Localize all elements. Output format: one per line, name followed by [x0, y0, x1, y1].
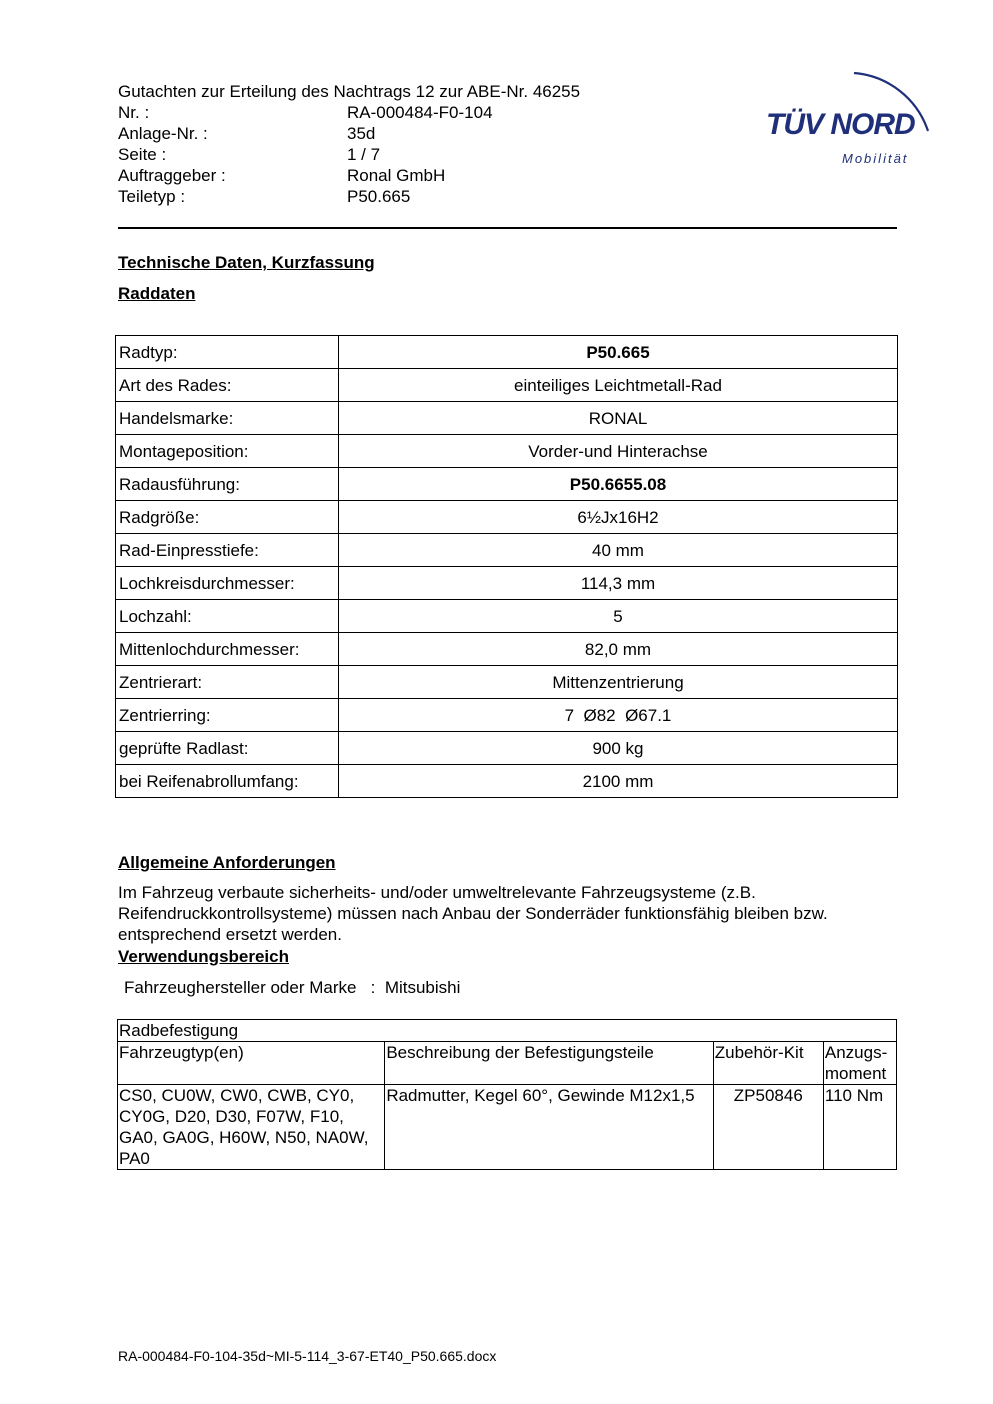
row-label: Rad-Einpresstiefe: — [116, 534, 339, 567]
header-row-seite — [118, 144, 718, 165]
table-row — [116, 534, 898, 567]
footer-filename: RA-000484-F0-104-35d~MI-5-114_3-67-ET40_P50.665.docx — [118, 1348, 497, 1364]
table-row — [116, 765, 898, 798]
header-row-auftraggeber — [118, 165, 718, 186]
header-row-anlage — [118, 123, 718, 144]
row-label: Radausführung: — [116, 468, 339, 501]
row-value: P50.6655.08 — [339, 468, 898, 501]
logo-wordmark: TÜV NORD — [766, 108, 915, 141]
table-row — [116, 369, 898, 402]
usage-title: Verwendungsbereich — [118, 947, 289, 966]
table-row — [116, 567, 898, 600]
row-label: bei Reifenabrollumfang: — [116, 765, 339, 798]
table-row — [116, 402, 898, 435]
row-value: einteiliges Leichtmetall-Rad — [339, 369, 898, 402]
row-label: Lochkreisdurchmesser: — [116, 567, 339, 600]
column-header: Fahrzeugtyp(en) — [118, 1042, 385, 1085]
section-subtitle: Raddaten — [118, 284, 196, 303]
table-row — [118, 1085, 897, 1170]
row-value: 5 — [339, 600, 898, 633]
row-value: 40 mm — [339, 534, 898, 567]
column-header: Zubehör-Kit — [713, 1042, 823, 1085]
header-value: 35d — [347, 124, 376, 143]
row-label: Radtyp: — [116, 336, 339, 369]
header-label: Anlage-Nr. : — [118, 124, 208, 143]
table-row — [116, 633, 898, 666]
table-row — [116, 468, 898, 501]
header-label: Teiletyp : — [118, 187, 186, 206]
header-row-nr — [118, 102, 718, 123]
row-label: Zentrierart: — [116, 666, 339, 699]
table-row — [116, 435, 898, 468]
table-header-row — [118, 1042, 897, 1085]
table-row — [116, 699, 898, 732]
row-label: Montageposition: — [116, 435, 339, 468]
row-label: Mittenlochdurchmesser: — [116, 633, 339, 666]
row-label: Lochzahl: — [116, 600, 339, 633]
row-value: P50.665 — [339, 336, 898, 369]
header-value: Ronal GmbH — [347, 166, 446, 185]
column-header: Beschreibung der Befestigungsteile — [385, 1042, 713, 1085]
header-label: Nr. : — [118, 103, 150, 122]
logo-subtitle: Mobilität — [842, 151, 909, 166]
table-row — [116, 501, 898, 534]
document-title: Gutachten zur Erteilung des Nachtrags 12 zur ABE-Nr. 46255 — [118, 82, 581, 101]
table-row — [116, 732, 898, 765]
manufacturer-separator: : — [370, 978, 376, 997]
row-label: Zentrierring: — [116, 699, 339, 732]
row-value: Mittenzentrierung — [339, 666, 898, 699]
manufacturer-line — [124, 977, 460, 998]
header-value: 1 / 7 — [347, 145, 381, 164]
description-cell: Radmutter, Kegel 60°, Gewinde M12x1,5 — [385, 1085, 713, 1170]
row-label: Handelsmarke: — [116, 402, 339, 435]
header-value: RA-000484-F0-104 — [347, 103, 493, 122]
header-row-teiletyp — [118, 186, 718, 207]
row-value: 6½Jx16H2 — [339, 501, 898, 534]
manufacturer-value: Mitsubishi — [384, 978, 461, 997]
row-value: 900 kg — [339, 732, 898, 765]
table-row — [116, 336, 898, 369]
row-label: Art des Rades: — [116, 369, 339, 402]
row-value: 114,3 mm — [339, 567, 898, 600]
row-label: geprüfte Radlast: — [116, 732, 339, 765]
section-title: Technische Daten, Kurzfassung — [118, 253, 375, 272]
header-divider — [118, 227, 897, 229]
row-value: Vorder-und Hinterachse — [339, 435, 898, 468]
row-label: Radgröße: — [116, 501, 339, 534]
column-header: Anzugs- moment — [823, 1042, 896, 1085]
vehicle-types-cell: CS0, CU0W, CW0, CWB, CY0, CY0G, D20, D30, F07W, F10, GA0, GA0G, H60W, N50, NA0W, PA0 — [118, 1085, 385, 1170]
kit-cell: ZP50846 — [713, 1085, 823, 1170]
torque-cell: 110 Nm — [823, 1085, 896, 1170]
fastening-table — [117, 1019, 897, 1170]
row-value: RONAL — [339, 402, 898, 435]
requirements-text: Im Fahrzeug verbaute sicherheits- und/oder umweltrelevante Fahrzeugsysteme (z.B. Reifendruckkontrollsysteme) müssen nach Anbau der Sonderräder funktionsfähig bleiben bzw. entsprechend ersetzt werden. — [118, 883, 828, 944]
fastening-caption: Radbefestigung — [118, 1020, 897, 1042]
row-value: 2100 mm — [339, 765, 898, 798]
header-label: Auftraggeber : — [118, 166, 226, 185]
row-value: 82,0 mm — [339, 633, 898, 666]
tuv-nord-logo — [760, 55, 940, 175]
table-caption-row — [118, 1020, 897, 1042]
table-row — [116, 666, 898, 699]
table-row — [116, 600, 898, 633]
header-value: P50.665 — [347, 187, 411, 206]
wheel-data-table — [115, 335, 898, 798]
row-value: 7 Ø82 Ø67.1 — [339, 699, 898, 732]
manufacturer-label: Fahrzeughersteller oder Marke — [124, 978, 357, 997]
requirements-title: Allgemeine Anforderungen — [118, 853, 336, 872]
header-label: Seite : — [118, 145, 167, 164]
